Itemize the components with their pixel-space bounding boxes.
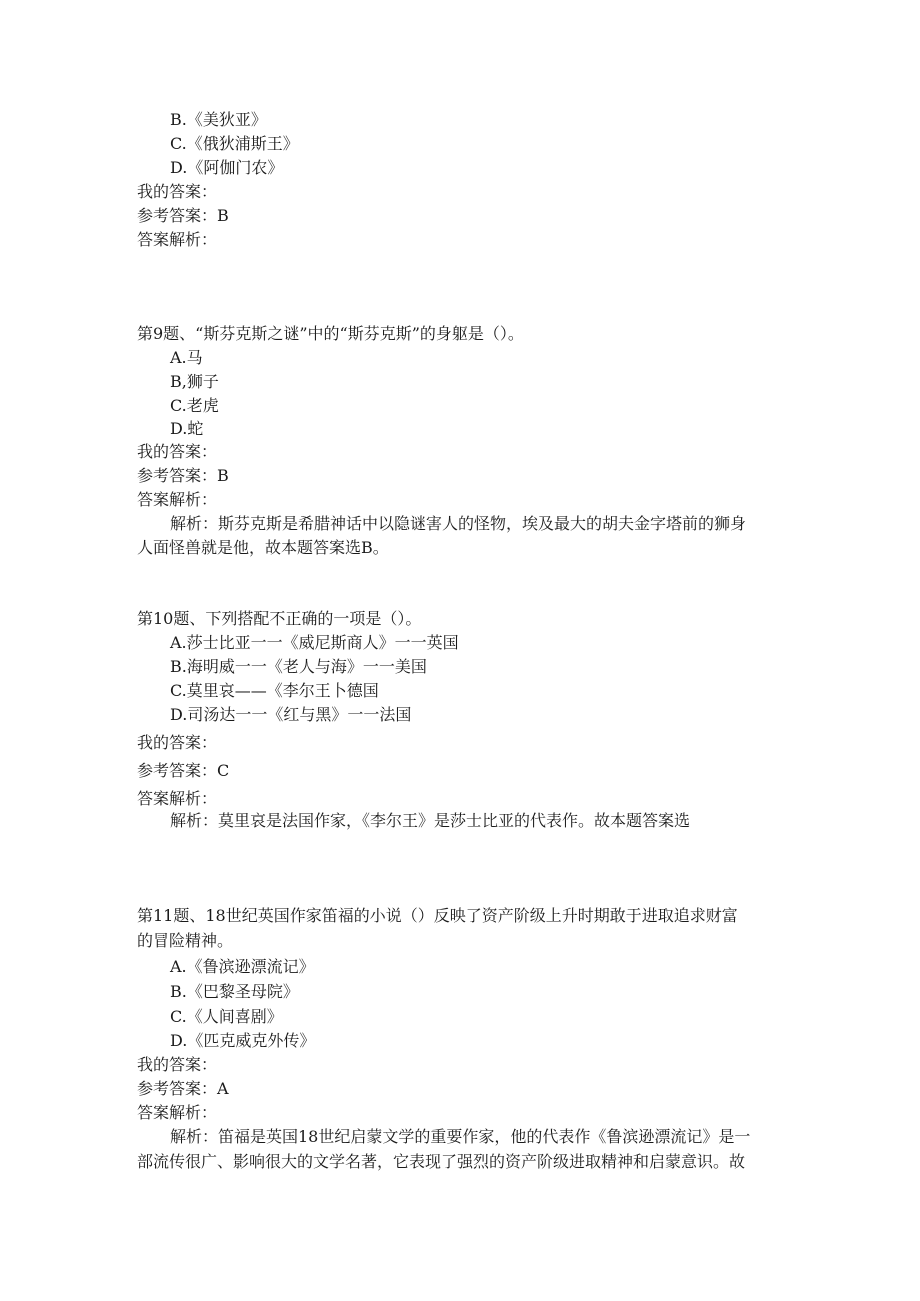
q9-option-d: D.蛇 bbox=[170, 419, 204, 438]
q10-analysis-label: 答案解析： bbox=[137, 789, 218, 808]
option-d: D.《阿伽门农》 bbox=[170, 158, 284, 177]
q10-option-d: D.司汤达一一《红与黑》一一法国 bbox=[170, 705, 412, 724]
q10-option-a: A.莎士比亚一一《威尼斯商人》一一英国 bbox=[170, 633, 459, 652]
my-answer-label: 我的答案： bbox=[137, 182, 218, 201]
q9-option-a: A.马 bbox=[170, 348, 203, 367]
question-10-text: 第10题、下列搭配不正确的一项是（）。 bbox=[137, 609, 422, 628]
q10-my-answer-label: 我的答案： bbox=[137, 733, 218, 752]
analysis-label: 答案解析： bbox=[137, 230, 218, 249]
q11-option-a: A.《鲁滨逊漂流记》 bbox=[170, 957, 315, 976]
reference-answer: 参考答案：B bbox=[137, 206, 229, 225]
q9-option-b: B,狮子 bbox=[170, 372, 219, 391]
question-9-text: 第9题、“斯芬克斯之谜”中的“斯芬克斯”的身躯是（）。 bbox=[137, 324, 524, 343]
q11-analysis-line-1: 解析：笛福是英国18世纪启蒙文学的重要作家，他的代表作《鲁滨逊漂流记》是一 bbox=[170, 1127, 751, 1146]
q10-option-b: B.海明威一一《老人与海》一一美国 bbox=[170, 657, 427, 676]
q9-my-answer-label: 我的答案： bbox=[137, 442, 218, 461]
q10-analysis-line-1: 解析：莫里哀是法国作家，《李尔王》是莎士比亚的代表作。故本题答案选 bbox=[170, 811, 691, 830]
q10-option-c: C.莫里哀——《李尔王卜德国 bbox=[170, 681, 379, 700]
q11-analysis-label: 答案解析： bbox=[137, 1103, 218, 1122]
question-11-text-line-1: 第11题、18世纪英国作家笛福的小说（）反映了资产阶级上升时期敢于进取追求财富 bbox=[137, 906, 738, 925]
q9-analysis-label: 答案解析： bbox=[137, 490, 218, 509]
q11-my-answer-label: 我的答案： bbox=[137, 1055, 218, 1074]
q9-analysis-line-1: 解析：斯芬克斯是希腊神话中以隐谜害人的怪物，埃及最大的胡夫金字塔前的狮身 bbox=[170, 514, 747, 533]
q9-analysis-line-2: 人面怪兽就是他，故本题答案选B。 bbox=[137, 538, 389, 557]
q9-reference-answer: 参考答案：B bbox=[137, 466, 229, 485]
question-11-text-line-2: 的冒险精神。 bbox=[137, 931, 234, 950]
option-b: B.《美狄亚》 bbox=[170, 110, 267, 129]
q11-analysis-line-2: 部流传很广、影响很大的文学名著，它表现了强烈的资产阶级进取精神和启蒙意识。故 bbox=[137, 1152, 746, 1171]
q11-option-c: C.《人间喜剧》 bbox=[170, 1007, 283, 1026]
q11-option-d: D.《匹克威克外传》 bbox=[170, 1031, 316, 1050]
q11-reference-answer: 参考答案：A bbox=[137, 1079, 229, 1098]
option-c: C.《俄狄浦斯王》 bbox=[170, 134, 299, 153]
q10-reference-answer: 参考答案：C bbox=[137, 761, 230, 780]
q9-option-c: C.老虎 bbox=[170, 396, 219, 415]
q11-option-b: B.《巴黎圣母院》 bbox=[170, 982, 299, 1001]
